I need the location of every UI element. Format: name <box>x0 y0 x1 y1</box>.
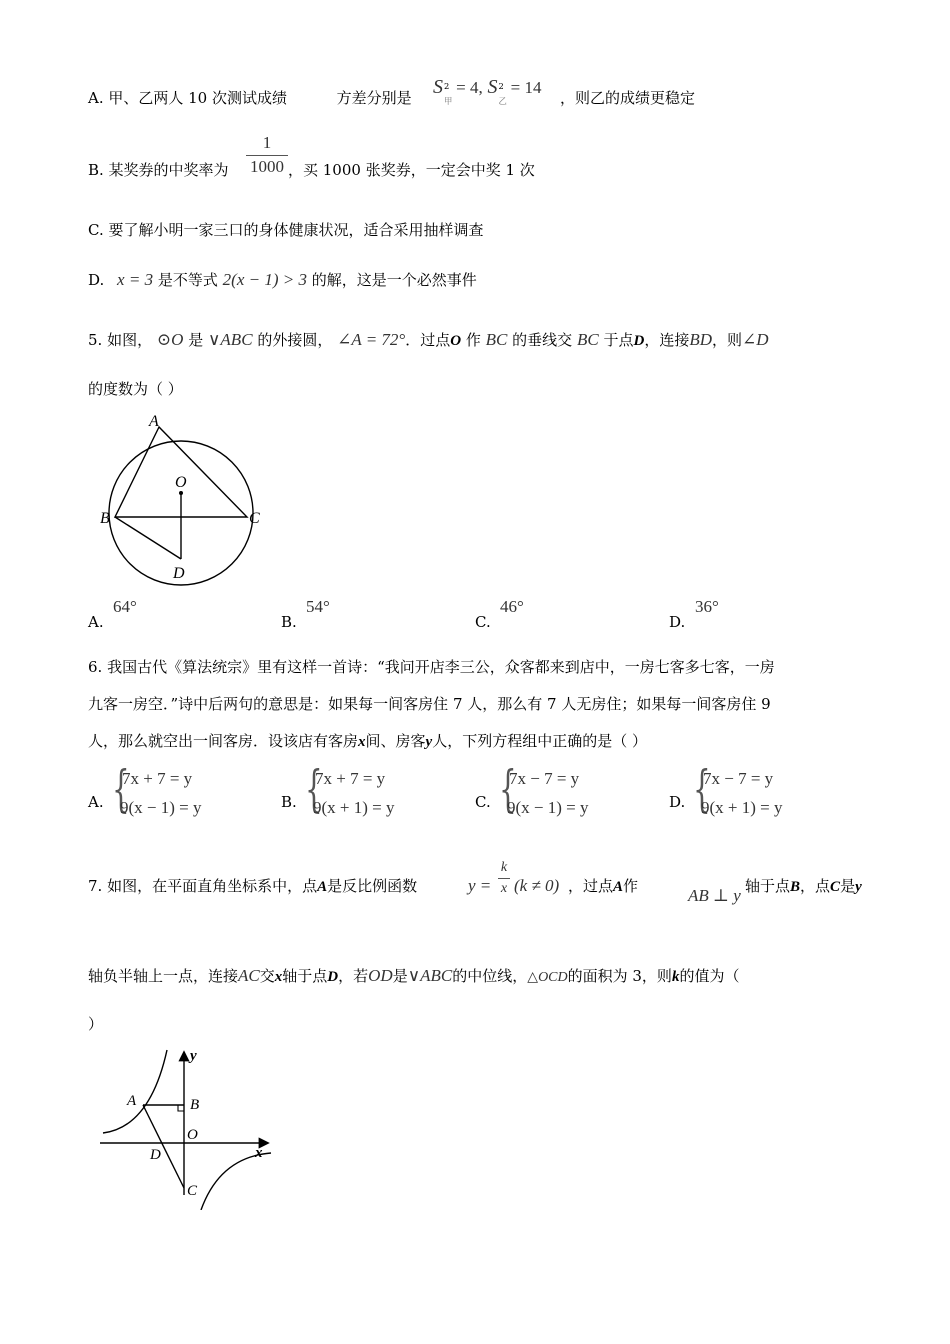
q4-option-b: B. 某奖券的中奖率为 <box>88 161 229 179</box>
q4-a-variance-formula: S 2 $_甲$ = 4, S 2 $_乙$ = 14 <box>433 76 542 106</box>
q7-hyperbola-branch-right <box>201 1153 271 1210</box>
q7-stem-line1: 7. 如图，在平面直角坐标系中，点A是反比例函数 <box>88 877 418 895</box>
q7-coordinate-figure <box>95 1045 280 1210</box>
q5-stem-line1: 5. 如图， ⊙O 是 ∨ABC 的外接圆， ∠A = 72°．过点O 作 BC 的垂线交 BC 于点D，连接BD，则∠D <box>88 330 769 349</box>
q5-option-a-value: 64° <box>113 597 137 616</box>
q7-label-d: D <box>150 1147 161 1163</box>
q6-option-a[interactable]: A. <box>88 793 104 811</box>
q6-option-b-eq1: 7x + 7 = y <box>315 769 386 788</box>
q7-hyperbola-branch-left <box>103 1050 167 1133</box>
q7-stem-line1-rest: ，过点A作 <box>568 877 639 895</box>
q4-b-fraction: 1 1000 <box>246 134 288 176</box>
q4-b-suffix: ，买 1000 张奖券，一定会中奖 1 次 <box>288 161 535 179</box>
q5-stem-line2: 的度数为（ ） <box>88 380 183 398</box>
q4-option-a: A. 甲、乙两人 10 次测试成绩 方差分别是 <box>88 89 412 107</box>
q6-option-c[interactable]: C. <box>475 793 491 811</box>
q5-circle-figure <box>95 408 275 588</box>
q5-option-d[interactable]: D. <box>669 613 686 631</box>
q6-option-a-brace: { <box>112 760 130 818</box>
q6-option-b[interactable]: B. <box>281 793 297 811</box>
q7-label-c: C <box>187 1183 198 1199</box>
q6-stem-line2: 九客一房空．”诗中后两句的意思是：如果每一间客房住 7 人，那么有 7 人无房住；如果每一间客房住 9 <box>88 695 771 713</box>
q5-label-a: A <box>149 413 159 430</box>
q5-point-o <box>179 491 183 495</box>
q7-label-o: O <box>187 1127 198 1143</box>
q7-stem-line3: ） <box>88 1015 104 1033</box>
q7-label-a: A <box>127 1093 137 1109</box>
q6-option-d[interactable]: D. <box>669 793 686 811</box>
q6-option-b-eq2: 9(x + 1) = y <box>313 798 395 817</box>
q6-option-a-eq2: 9(x − 1) = y <box>120 798 202 817</box>
q6-option-a-eq1: 7x + 7 = y <box>122 769 193 788</box>
q6-option-d-brace: { <box>693 760 711 818</box>
q6-option-c-eq2: 9(x − 1) = y <box>507 798 589 817</box>
q6-option-d-eq2: 9(x + 1) = y <box>701 798 783 817</box>
q6-option-d-eq1: 7x − 7 = y <box>703 769 774 788</box>
q5-label-o: O <box>175 474 187 491</box>
q6-option-c-eq1: 7x − 7 = y <box>509 769 580 788</box>
q5-line-bd <box>115 517 181 559</box>
q7-right-angle-mark <box>178 1105 184 1111</box>
q7-stem-line2: 轴负半轴上一点，连接AC交x轴于点D，若OD是∨ABC的中位线，△OCD的面积为 3，则k的值为（ <box>88 966 740 985</box>
q7-label-y: y <box>190 1048 197 1064</box>
q6-stem-line1: 6. 我国古代《算法统宗》里有这样一首诗：“我问开店李三公，众客都来到店中，一房七客多七客，一房 <box>88 658 775 676</box>
q5-option-b[interactable]: B. <box>281 613 297 631</box>
q6-option-b-brace: { <box>305 760 323 818</box>
q7-label-x: x <box>255 1145 263 1161</box>
q5-label-c: C <box>249 510 260 527</box>
q7-stem-line1-end: 轴于点B，点C是y <box>745 877 862 895</box>
q5-option-a[interactable]: A. <box>88 613 104 631</box>
q4-option-d: D. x = 3 是不等式 2(x − 1) > 3 的解，这是一个必然事件 <box>88 270 477 289</box>
q6-stem-line3: 人，那么就空出一间客房．设该店有客房x间、房客y人，下列方程组中正确的是（ ） <box>88 732 647 750</box>
q5-label-d: D <box>173 565 185 582</box>
q6-option-c-brace: { <box>499 760 517 818</box>
q4-option-c: C. 要了解小明一家三口的身体健康状况，适合采用抽样调查 <box>88 221 484 239</box>
q5-option-b-value: 54° <box>306 597 330 616</box>
q5-option-c[interactable]: C. <box>475 613 491 631</box>
q7-ab-perp: AB ⊥ y <box>688 886 741 905</box>
q5-option-d-value: 36° <box>695 597 719 616</box>
q5-option-c-value: 46° <box>500 597 524 616</box>
q7-label-b: B <box>190 1097 200 1113</box>
q5-label-b: B <box>100 510 110 527</box>
q4-a-suffix: ，则乙的成绩更稳定 <box>560 89 696 107</box>
